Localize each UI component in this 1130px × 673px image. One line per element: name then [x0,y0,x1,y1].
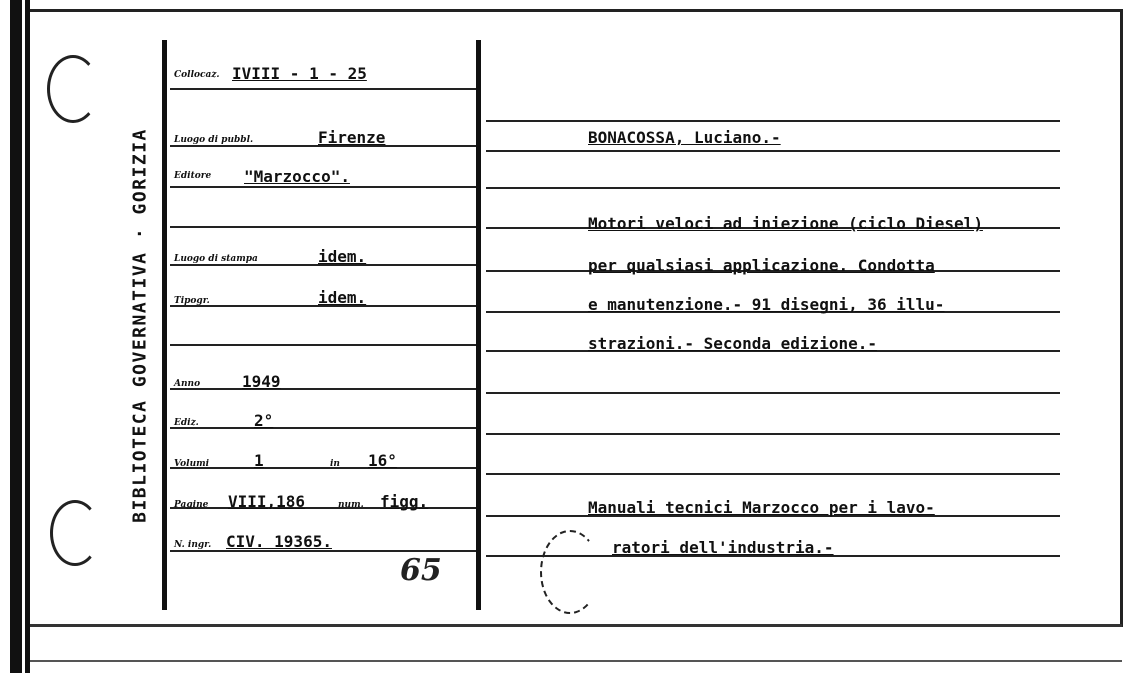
series-line: ratori dell'industria.- [612,538,834,557]
title-line: strazioni.- Seconda edizione.- [588,334,877,353]
editore-value: "Marzocco". [244,167,350,186]
formato-value: 16° [368,451,397,470]
left-rule [170,507,476,509]
editore-label: Editore [174,171,212,181]
left-rule [170,427,476,429]
card-bottom-rule [30,660,1122,662]
author-heading: BONACOSSA, Luciano.- [588,128,781,147]
right-rule [486,433,1060,435]
anno-label: Anno [174,379,201,389]
left-rule [170,344,476,346]
collocazione-label: Collocaz. [174,70,220,80]
card-bottom-border [30,624,1122,627]
luogo-pubbl-label: Luogo di pubbl. [174,135,254,145]
left-rule [170,186,476,188]
figg-value: figg. [380,492,429,511]
pagine-label: Pagine [174,500,209,510]
right-rule [486,120,1060,122]
right-rule [486,187,1060,189]
right-rule [486,392,1060,394]
series-line: Manuali tecnici Marzocco per i lavo- [588,498,935,517]
left-rule [170,226,476,228]
handwritten-note: 65 [400,553,442,588]
card-left-edge [10,0,30,673]
title-line: per qualsiasi applicazione. Condotta [588,256,935,275]
card-top-border [30,9,1120,12]
luogo-stampa-value: idem. [318,247,367,266]
punch-hole-bottom [50,500,100,566]
title-line: e manutenzione.- 91 disegni, 36 illu- [588,295,945,314]
left-rule [170,467,476,469]
luogo-pubbl-value: Firenze [318,128,386,147]
card-left-edge-highlight [22,0,25,673]
punch-hole-stamp [540,530,600,614]
tipogr-value: idem. [318,288,367,307]
anno-value: 1949 [242,372,281,391]
volumi-value: 1 [254,451,264,470]
volumi-label: Volumi [174,459,210,469]
library-stamp-text: BIBLIOTECA GOVERNATIVA · GORIZIA [129,128,151,523]
ediz-value: 2° [254,411,274,430]
left-rule [170,388,476,390]
ediz-label: Ediz. [174,418,199,428]
pagine-value: VIII,186 [228,492,306,511]
luogo-stampa-label: Luogo di stampa [174,254,258,264]
collocazione-value: IVIII - 1 - 25 [232,64,367,83]
n-ingr-value: CIV. 19365. [226,532,332,551]
right-rule [486,150,1060,152]
punch-hole-top [47,55,99,123]
middle-column-rule [476,40,481,610]
n-ingr-label: N. ingr. [174,540,212,550]
num-label: num. [338,500,364,510]
right-rule [486,473,1060,475]
card-right-border [1120,9,1123,627]
library-stamp [100,95,180,560]
in-label: in [330,459,340,469]
title-line: Motori veloci ad iniezione (ciclo Diesel) [588,214,983,233]
tipogr-label: Tipogr. [174,296,210,306]
left-rule [170,88,476,90]
